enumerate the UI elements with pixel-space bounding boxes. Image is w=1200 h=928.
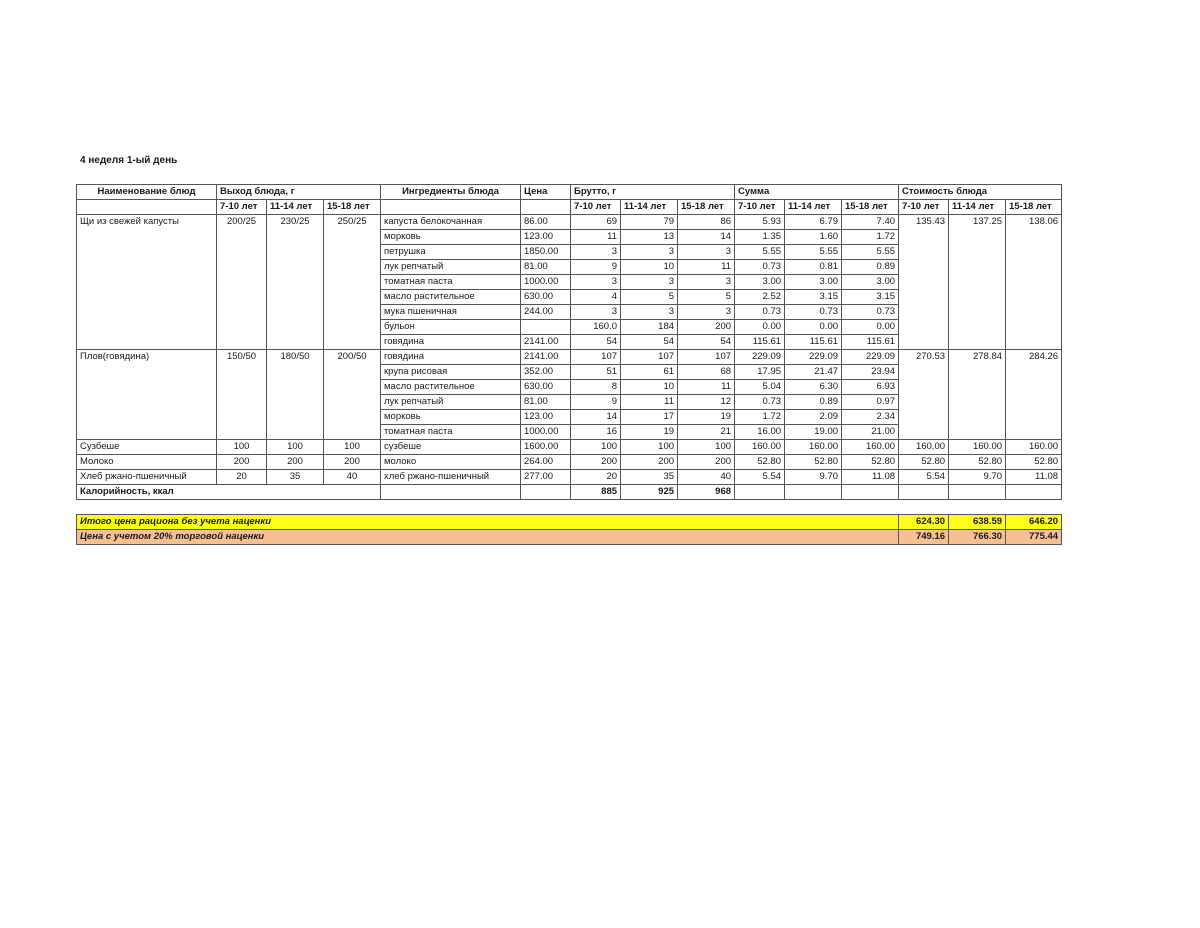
ingredient-sum: 3.00 bbox=[785, 275, 842, 290]
ingredient-name: томатная паста bbox=[381, 275, 521, 290]
ingredient-sum: 0.73 bbox=[842, 305, 899, 320]
dish-output: 100 bbox=[324, 440, 381, 455]
ingredient-gross: 10 bbox=[621, 380, 678, 395]
ingredient-gross: 9 bbox=[571, 395, 621, 410]
total-row bbox=[77, 515, 1062, 530]
calories-value: 885 bbox=[571, 485, 621, 500]
ingredient-gross: 184 bbox=[621, 320, 678, 335]
dish-output: 200/25 bbox=[217, 215, 267, 350]
ingredient-gross: 107 bbox=[678, 350, 735, 365]
dish-output: 100 bbox=[267, 440, 324, 455]
ingredient-gross: 3 bbox=[678, 275, 735, 290]
ingredient-gross: 200 bbox=[621, 455, 678, 470]
ingredient-gross: 40 bbox=[678, 470, 735, 485]
ingredient-gross: 11 bbox=[571, 230, 621, 245]
ingredient-price: 123.00 bbox=[521, 410, 571, 425]
header-empty bbox=[381, 200, 521, 215]
header-row-2 bbox=[77, 200, 1062, 215]
ingredient-gross: 10 bbox=[621, 260, 678, 275]
dish-output: 200/50 bbox=[324, 350, 381, 440]
ingredient-sum: 3.15 bbox=[842, 290, 899, 305]
ingredient-name: говядина bbox=[381, 335, 521, 350]
empty-cell bbox=[949, 485, 1006, 500]
ingredient-sum: 5.55 bbox=[785, 245, 842, 260]
header-age: 7-10 лет bbox=[735, 200, 785, 215]
header-age: 7-10 лет bbox=[571, 200, 621, 215]
table-row bbox=[77, 440, 1062, 455]
dish-name: Хлеб ржано-пшеничный bbox=[77, 470, 217, 485]
ingredient-sum: 6.30 bbox=[785, 380, 842, 395]
ingredient-sum: 1.35 bbox=[735, 230, 785, 245]
dish-cost: 270.53 bbox=[899, 350, 949, 440]
header-empty bbox=[77, 200, 217, 215]
dish-output: 200 bbox=[267, 455, 324, 470]
ingredient-gross: 5 bbox=[621, 290, 678, 305]
ingredient-sum: 2.34 bbox=[842, 410, 899, 425]
table-row bbox=[77, 215, 1062, 230]
ingredient-gross: 160.0 bbox=[571, 320, 621, 335]
ingredient-gross: 20 bbox=[571, 470, 621, 485]
ingredient-price: 352.00 bbox=[521, 365, 571, 380]
dish-output: 180/50 bbox=[267, 350, 324, 440]
dish-cost: 11.08 bbox=[1006, 470, 1062, 485]
page-title: 4 неделя 1-ый день bbox=[80, 155, 178, 166]
ingredient-name: морковь bbox=[381, 410, 521, 425]
ingredient-name: крупа рисовая bbox=[381, 365, 521, 380]
menu-table bbox=[76, 184, 1062, 545]
ingredient-gross: 11 bbox=[678, 260, 735, 275]
header-price: Цена bbox=[521, 185, 571, 200]
ingredient-sum: 9.70 bbox=[785, 470, 842, 485]
markup-row bbox=[77, 530, 1062, 545]
calories-row bbox=[77, 485, 1062, 500]
ingredient-name: мука пшеничная bbox=[381, 305, 521, 320]
header-age: 15-18 лет bbox=[678, 200, 735, 215]
dish-output: 200 bbox=[324, 455, 381, 470]
dish-cost: 160.00 bbox=[1006, 440, 1062, 455]
ingredient-sum: 5.55 bbox=[735, 245, 785, 260]
ingredient-gross: 54 bbox=[621, 335, 678, 350]
ingredient-sum: 115.61 bbox=[785, 335, 842, 350]
empty-cell bbox=[735, 485, 785, 500]
ingredient-gross: 9 bbox=[571, 260, 621, 275]
ingredient-name: лук репчатый bbox=[381, 395, 521, 410]
dish-cost: 52.80 bbox=[899, 455, 949, 470]
ingredient-gross: 200 bbox=[678, 455, 735, 470]
dish-output: 230/25 bbox=[267, 215, 324, 350]
dish-output: 150/50 bbox=[217, 350, 267, 440]
header-age: 7-10 лет bbox=[899, 200, 949, 215]
total-value: 624.30 bbox=[899, 515, 949, 530]
empty-cell bbox=[381, 485, 521, 500]
ingredient-sum: 16.00 bbox=[735, 425, 785, 440]
ingredient-sum: 1.60 bbox=[785, 230, 842, 245]
calories-value: 925 bbox=[621, 485, 678, 500]
ingredient-sum: 2.09 bbox=[785, 410, 842, 425]
ingredient-gross: 54 bbox=[678, 335, 735, 350]
ingredient-sum: 6.93 bbox=[842, 380, 899, 395]
ingredient-gross: 200 bbox=[571, 455, 621, 470]
total-value: 638.59 bbox=[949, 515, 1006, 530]
markup-value: 749.16 bbox=[899, 530, 949, 545]
ingredient-sum: 0.89 bbox=[785, 395, 842, 410]
header-empty bbox=[521, 200, 571, 215]
ingredient-sum: 0.73 bbox=[735, 260, 785, 275]
header-cost: Стоимость блюда bbox=[899, 185, 1062, 200]
ingredient-gross: 200 bbox=[678, 320, 735, 335]
calories-label: Калорийность, ккал bbox=[77, 485, 381, 500]
dish-output: 250/25 bbox=[324, 215, 381, 350]
ingredient-sum: 7.40 bbox=[842, 215, 899, 230]
header-dish: Наименование блюд bbox=[77, 185, 217, 200]
ingredient-gross: 3 bbox=[678, 305, 735, 320]
header-age: 11-14 лет bbox=[267, 200, 324, 215]
ingredient-gross: 3 bbox=[571, 275, 621, 290]
ingredient-gross: 100 bbox=[621, 440, 678, 455]
header-ingredients: Ингредиенты блюда bbox=[381, 185, 521, 200]
table-row bbox=[77, 350, 1062, 365]
ingredient-sum: 52.80 bbox=[842, 455, 899, 470]
ingredient-sum: 229.09 bbox=[785, 350, 842, 365]
ingredient-gross: 35 bbox=[621, 470, 678, 485]
markup-value: 766.30 bbox=[949, 530, 1006, 545]
ingredient-name: хлеб ржано-пшеничный bbox=[381, 470, 521, 485]
header-age: 7-10 лет bbox=[217, 200, 267, 215]
ingredient-name: сузбеше bbox=[381, 440, 521, 455]
ingredient-sum: 11.08 bbox=[842, 470, 899, 485]
ingredient-sum: 3.00 bbox=[735, 275, 785, 290]
ingredient-sum: 52.80 bbox=[785, 455, 842, 470]
calories-value: 968 bbox=[678, 485, 735, 500]
ingredient-price bbox=[521, 320, 571, 335]
ingredient-sum: 160.00 bbox=[842, 440, 899, 455]
ingredient-gross: 8 bbox=[571, 380, 621, 395]
ingredient-sum: 5.54 bbox=[735, 470, 785, 485]
ingredient-gross: 100 bbox=[678, 440, 735, 455]
ingredient-name: петрушка bbox=[381, 245, 521, 260]
ingredient-gross: 14 bbox=[571, 410, 621, 425]
ingredient-gross: 3 bbox=[621, 305, 678, 320]
dish-cost: 160.00 bbox=[899, 440, 949, 455]
ingredient-gross: 68 bbox=[678, 365, 735, 380]
ingredient-sum: 229.09 bbox=[842, 350, 899, 365]
ingredient-gross: 14 bbox=[678, 230, 735, 245]
spacer-row bbox=[77, 500, 1062, 515]
dish-cost: 52.80 bbox=[1006, 455, 1062, 470]
ingredient-sum: 0.81 bbox=[785, 260, 842, 275]
ingredient-gross: 86 bbox=[678, 215, 735, 230]
ingredient-sum: 0.00 bbox=[785, 320, 842, 335]
dish-cost: 5.54 bbox=[899, 470, 949, 485]
ingredient-sum: 0.73 bbox=[735, 305, 785, 320]
ingredient-gross: 19 bbox=[678, 410, 735, 425]
ingredient-gross: 12 bbox=[678, 395, 735, 410]
ingredient-sum: 0.00 bbox=[842, 320, 899, 335]
header-age: 15-18 лет bbox=[1006, 200, 1062, 215]
ingredient-name: масло растительное bbox=[381, 380, 521, 395]
dish-cost: 135.43 bbox=[899, 215, 949, 350]
ingredient-gross: 3 bbox=[678, 245, 735, 260]
ingredient-sum: 3.15 bbox=[785, 290, 842, 305]
ingredient-sum: 23.94 bbox=[842, 365, 899, 380]
ingredient-gross: 69 bbox=[571, 215, 621, 230]
ingredient-price: 81.00 bbox=[521, 395, 571, 410]
ingredient-sum: 6.79 bbox=[785, 215, 842, 230]
ingredient-price: 630.00 bbox=[521, 290, 571, 305]
ingredient-sum: 3.00 bbox=[842, 275, 899, 290]
ingredient-gross: 54 bbox=[571, 335, 621, 350]
ingredient-sum: 0.73 bbox=[735, 395, 785, 410]
header-output: Выход блюда, г bbox=[217, 185, 381, 200]
ingredient-gross: 107 bbox=[621, 350, 678, 365]
dish-output: 100 bbox=[217, 440, 267, 455]
ingredient-price: 1000.00 bbox=[521, 275, 571, 290]
ingredient-sum: 2.52 bbox=[735, 290, 785, 305]
ingredient-sum: 5.93 bbox=[735, 215, 785, 230]
ingredient-gross: 4 bbox=[571, 290, 621, 305]
header-gross: Брутто, г bbox=[571, 185, 735, 200]
ingredient-price: 123.00 bbox=[521, 230, 571, 245]
ingredient-price: 1850.00 bbox=[521, 245, 571, 260]
markup-value: 775.44 bbox=[1006, 530, 1062, 545]
header-age: 11-14 лет bbox=[785, 200, 842, 215]
ingredient-name: лук репчатый bbox=[381, 260, 521, 275]
dish-name: Сузбеше bbox=[77, 440, 217, 455]
ingredient-sum: 52.80 bbox=[735, 455, 785, 470]
spacer-cell bbox=[77, 500, 1062, 515]
dish-cost: 52.80 bbox=[949, 455, 1006, 470]
empty-cell bbox=[899, 485, 949, 500]
ingredient-name: капуста белокочанная bbox=[381, 215, 521, 230]
ingredient-price: 1000.00 bbox=[521, 425, 571, 440]
ingredient-sum: 17.95 bbox=[735, 365, 785, 380]
header-age: 11-14 лет bbox=[621, 200, 678, 215]
ingredient-name: бульон bbox=[381, 320, 521, 335]
header-age: 11-14 лет bbox=[949, 200, 1006, 215]
ingredient-gross: 3 bbox=[621, 245, 678, 260]
dish-cost: 278.84 bbox=[949, 350, 1006, 440]
header-age: 15-18 лет bbox=[842, 200, 899, 215]
ingredient-gross: 16 bbox=[571, 425, 621, 440]
ingredient-gross: 51 bbox=[571, 365, 621, 380]
ingredient-gross: 3 bbox=[571, 305, 621, 320]
ingredient-gross: 5 bbox=[678, 290, 735, 305]
ingredient-sum: 0.97 bbox=[842, 395, 899, 410]
dish-output: 200 bbox=[217, 455, 267, 470]
ingredient-sum: 1.72 bbox=[735, 410, 785, 425]
ingredient-sum: 115.61 bbox=[735, 335, 785, 350]
table-row bbox=[77, 470, 1062, 485]
ingredient-price: 2141.00 bbox=[521, 350, 571, 365]
total-label: Итого цена рациона без учета наценки bbox=[77, 515, 899, 530]
ingredient-name: говядина bbox=[381, 350, 521, 365]
ingredient-sum: 5.55 bbox=[842, 245, 899, 260]
dish-cost: 137.25 bbox=[949, 215, 1006, 350]
ingredient-sum: 5.04 bbox=[735, 380, 785, 395]
dish-cost: 9.70 bbox=[949, 470, 1006, 485]
ingredient-gross: 61 bbox=[621, 365, 678, 380]
ingredient-sum: 229.09 bbox=[735, 350, 785, 365]
ingredient-gross: 19 bbox=[621, 425, 678, 440]
ingredient-gross: 3 bbox=[621, 275, 678, 290]
empty-cell bbox=[521, 485, 571, 500]
dish-name: Молоко bbox=[77, 455, 217, 470]
markup-label: Цена с учетом 20% торговой наценки bbox=[77, 530, 899, 545]
ingredient-gross: 11 bbox=[621, 395, 678, 410]
ingredient-gross: 3 bbox=[571, 245, 621, 260]
ingredient-gross: 17 bbox=[621, 410, 678, 425]
ingredient-sum: 21.47 bbox=[785, 365, 842, 380]
empty-cell bbox=[842, 485, 899, 500]
ingredient-sum: 0.89 bbox=[842, 260, 899, 275]
ingredient-sum: 115.61 bbox=[842, 335, 899, 350]
ingredient-gross: 21 bbox=[678, 425, 735, 440]
header-sum: Сумма bbox=[735, 185, 899, 200]
ingredient-gross: 100 bbox=[571, 440, 621, 455]
ingredient-price: 630.00 bbox=[521, 380, 571, 395]
empty-cell bbox=[785, 485, 842, 500]
ingredient-sum: 160.00 bbox=[735, 440, 785, 455]
header-row-1 bbox=[77, 185, 1062, 200]
table-row bbox=[77, 455, 1062, 470]
ingredient-price: 86.00 bbox=[521, 215, 571, 230]
ingredient-gross: 13 bbox=[621, 230, 678, 245]
ingredient-gross: 11 bbox=[678, 380, 735, 395]
ingredient-price: 2141.00 bbox=[521, 335, 571, 350]
ingredient-price: 244.00 bbox=[521, 305, 571, 320]
dish-output: 20 bbox=[217, 470, 267, 485]
ingredient-sum: 1.72 bbox=[842, 230, 899, 245]
header-age: 15-18 лет bbox=[324, 200, 381, 215]
ingredient-price: 81.00 bbox=[521, 260, 571, 275]
ingredient-name: масло растительное bbox=[381, 290, 521, 305]
ingredient-gross: 107 bbox=[571, 350, 621, 365]
dish-cost: 284.26 bbox=[1006, 350, 1062, 440]
ingredient-sum: 0.73 bbox=[785, 305, 842, 320]
ingredient-sum: 160.00 bbox=[785, 440, 842, 455]
empty-cell bbox=[1006, 485, 1062, 500]
ingredient-sum: 0.00 bbox=[735, 320, 785, 335]
ingredient-name: томатная паста bbox=[381, 425, 521, 440]
ingredient-gross: 79 bbox=[621, 215, 678, 230]
dish-output: 35 bbox=[267, 470, 324, 485]
ingredient-sum: 21.00 bbox=[842, 425, 899, 440]
dish-cost: 160.00 bbox=[949, 440, 1006, 455]
ingredient-price: 277.00 bbox=[521, 470, 571, 485]
total-value: 646.20 bbox=[1006, 515, 1062, 530]
ingredient-sum: 19.00 bbox=[785, 425, 842, 440]
dish-name: Плов(говядина) bbox=[77, 350, 217, 440]
ingredient-price: 1600.00 bbox=[521, 440, 571, 455]
dish-name: Щи из свежей капусты bbox=[77, 215, 217, 350]
dish-cost: 138.06 bbox=[1006, 215, 1062, 350]
ingredient-price: 264.00 bbox=[521, 455, 571, 470]
dish-output: 40 bbox=[324, 470, 381, 485]
ingredient-name: морковь bbox=[381, 230, 521, 245]
ingredient-name: молоко bbox=[381, 455, 521, 470]
